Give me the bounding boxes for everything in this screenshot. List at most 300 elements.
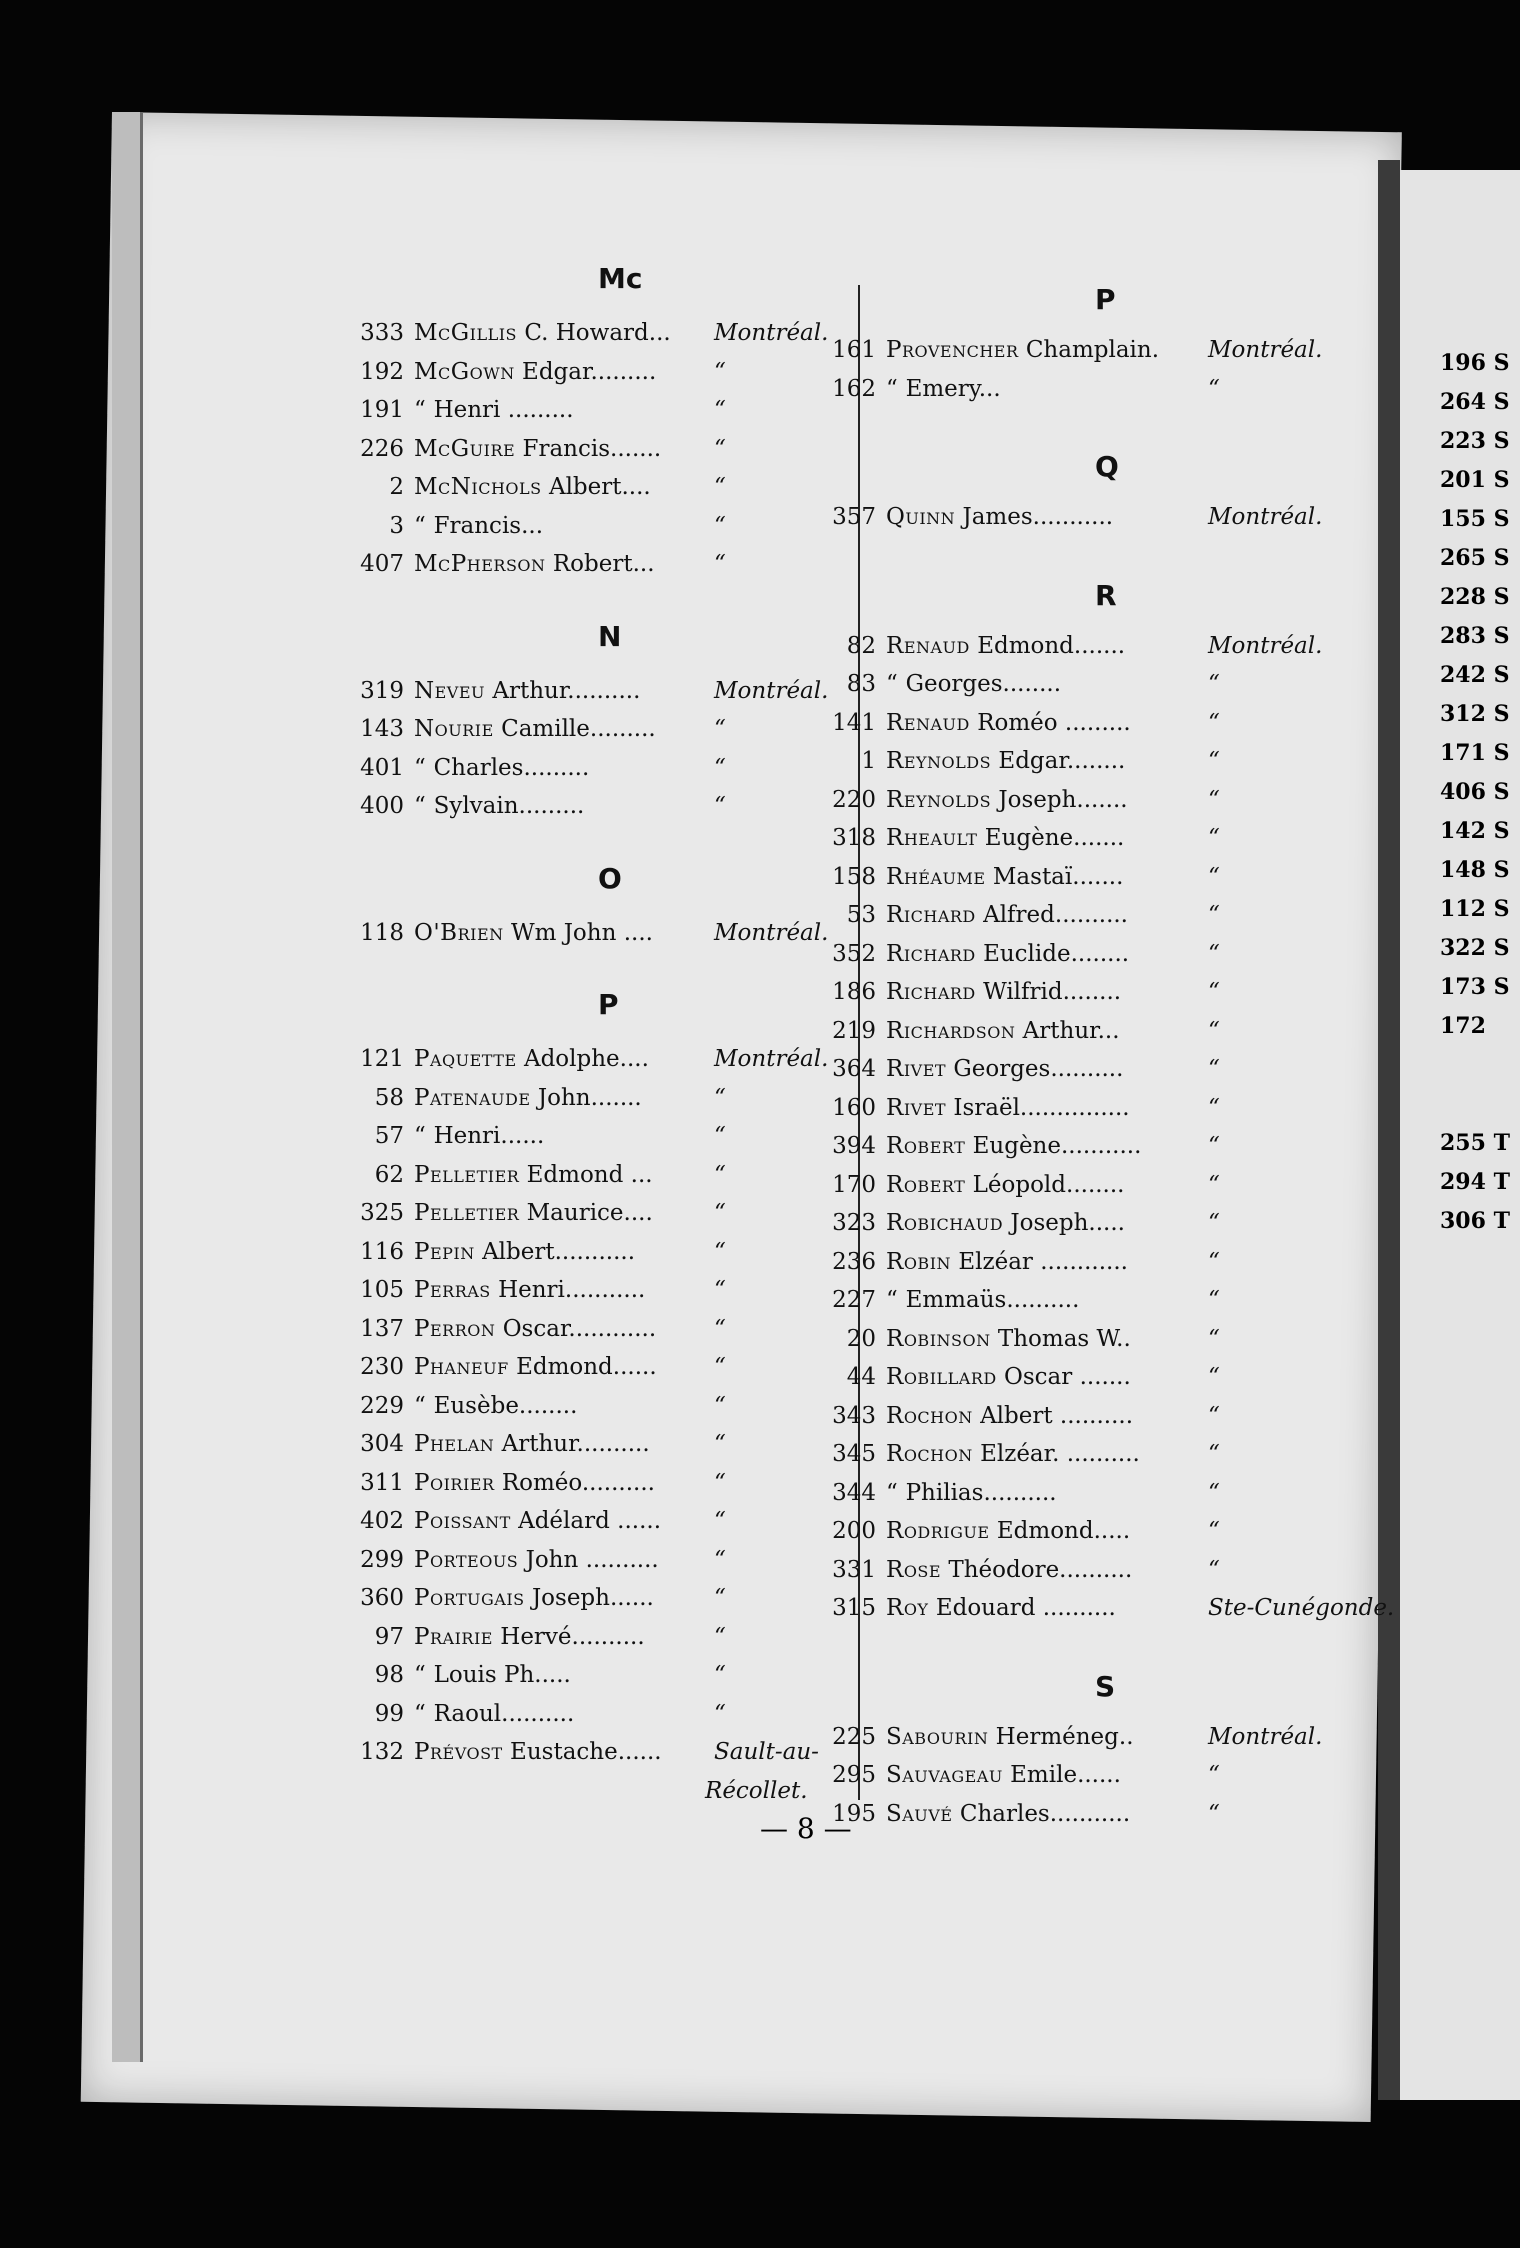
facing-page-line: 242 S — [1440, 662, 1510, 688]
entry-number: 137 — [360, 1315, 404, 1342]
facing-page-line: 312 S — [1440, 701, 1510, 727]
entry-place: “ — [714, 1431, 726, 1457]
entry-place: Montréal. — [1208, 337, 1323, 363]
entry-number: 236 — [832, 1248, 876, 1275]
entry-number: 99 — [374, 1700, 404, 1727]
entry-number: 161 — [832, 337, 876, 363]
entry-surname: Richard — [886, 940, 976, 967]
entry-number: 105 — [360, 1277, 404, 1303]
entry-number: 53 — [846, 902, 876, 928]
entry-place: “ — [714, 1084, 726, 1111]
entry-place: “ — [1208, 1210, 1220, 1236]
entry-given-name: Charles........... — [959, 1800, 1131, 1827]
directory-entry — [820, 1091, 1220, 1125]
entry-surname: Prairie — [414, 1623, 493, 1650]
directory-entry — [820, 1206, 1220, 1240]
directory-entry — [348, 547, 726, 581]
entry-place: “ — [1208, 1518, 1220, 1544]
entry-surname: Poirier — [414, 1469, 495, 1496]
facing-page-line: 264 S — [1440, 389, 1510, 415]
entry-given-name: C. Howard... — [524, 320, 671, 346]
entry-given-name: Théodore.......... — [948, 1556, 1133, 1583]
entry-surname: Neveu — [414, 677, 486, 704]
entry-place: “ — [714, 1623, 726, 1650]
directory-entry — [820, 975, 1220, 1009]
entry-place: “ — [1208, 786, 1220, 813]
entry-place: “ — [714, 474, 726, 500]
facing-page-line: 196 S — [1440, 350, 1510, 376]
entry-place: “ — [1208, 709, 1220, 736]
entry-number: 345 — [832, 1441, 876, 1467]
entry-given-name: Francis....... — [522, 435, 662, 462]
entry-place: “ — [714, 1315, 726, 1342]
entry-surname: “ — [886, 1479, 899, 1506]
entry-number: 394 — [832, 1133, 876, 1159]
directory-entry — [348, 393, 726, 427]
directory-entry — [820, 1797, 1220, 1831]
entry-given-name: Eustache...... — [510, 1739, 662, 1765]
directory-entry — [348, 316, 829, 350]
entry-place: “ — [714, 716, 726, 742]
entry-surname: Reynolds — [886, 786, 992, 813]
entry-number: 121 — [360, 1046, 404, 1072]
entry-number: 97 — [374, 1623, 404, 1650]
entry-place: “ — [714, 1200, 726, 1226]
entry-surname: Robillard — [886, 1364, 997, 1390]
entry-number: 160 — [832, 1094, 876, 1121]
entry-place: Montréal. — [714, 1046, 829, 1072]
entry-surname: McGillis — [414, 320, 518, 346]
entry-place: “ — [714, 1546, 726, 1573]
entry-given-name: Edgar........ — [998, 748, 1126, 774]
entry-number: 83 — [846, 671, 876, 697]
entry-given-name: Israël............... — [953, 1094, 1130, 1121]
entry-given-name: Edmond ... — [526, 1161, 653, 1188]
entry-surname: Robert — [886, 1133, 966, 1159]
entry-given-name: Oscar............ — [502, 1315, 657, 1342]
entry-place: “ — [714, 793, 726, 819]
directory-entry — [820, 372, 1220, 406]
directory-entry — [820, 1591, 1395, 1625]
entry-number: 132 — [360, 1739, 404, 1765]
directory-entry — [820, 1129, 1220, 1163]
book-gutter — [1378, 160, 1400, 2100]
entry-place: “ — [1208, 375, 1220, 402]
entry-place: “ — [1208, 940, 1220, 967]
entry-number: 82 — [846, 632, 876, 659]
entry-number: 325 — [360, 1200, 404, 1226]
entry-number: 400 — [360, 793, 404, 819]
entry-number: 3 — [389, 512, 404, 539]
directory-entry — [820, 744, 1220, 778]
entry-number: 318 — [832, 825, 876, 851]
entry-surname: Sabourin — [886, 1723, 989, 1750]
section-letter: P — [1095, 283, 1116, 316]
entry-given-name: Elzéar ............ — [958, 1248, 1128, 1275]
entry-place: “ — [1208, 1479, 1220, 1506]
entry-number: 226 — [360, 435, 404, 462]
entry-given-name: Eugène........... — [972, 1133, 1142, 1159]
entry-surname: “ — [886, 1287, 899, 1313]
directory-entry — [348, 712, 726, 746]
directory-entry — [820, 667, 1220, 701]
entry-number: 200 — [832, 1518, 876, 1544]
entry-place: “ — [1208, 1094, 1220, 1121]
entry-surname: Sauvageau — [886, 1762, 1003, 1788]
section-letter: S — [1095, 1669, 1116, 1703]
entry-place: “ — [714, 551, 726, 577]
entry-surname: Phaneuf — [414, 1354, 509, 1380]
entry-surname: “ — [886, 671, 899, 697]
entry-given-name: Edgar......... — [522, 358, 657, 385]
entry-given-name: Eusèbe........ — [433, 1392, 578, 1419]
entry-surname: “ — [414, 512, 427, 539]
directory-entry — [820, 1322, 1220, 1356]
entry-given-name: Léopold........ — [972, 1171, 1125, 1198]
entry-place: Montréal. — [1208, 632, 1323, 659]
entry-place: “ — [1208, 979, 1220, 1005]
entry-given-name: Georges........ — [905, 671, 1062, 697]
entry-given-name: Euclide........ — [983, 940, 1130, 967]
facing-page-line: 223 S — [1440, 428, 1510, 454]
entry-given-name: Robert... — [552, 551, 655, 577]
facing-page-line: 173 S — [1440, 974, 1510, 1000]
entry-surname: McPherson — [414, 551, 546, 577]
directory-entry — [348, 916, 829, 950]
entry-surname: Pelletier — [414, 1200, 520, 1226]
entry-number: 2 — [389, 474, 404, 500]
entry-number: 1 — [861, 748, 876, 774]
entry-given-name: Henri........... — [498, 1277, 646, 1303]
entry-given-name: Emile...... — [1010, 1762, 1121, 1788]
entry-number: 230 — [360, 1354, 404, 1380]
entry-surname: Robin — [886, 1248, 952, 1275]
entry-surname: Sauvé — [886, 1800, 953, 1827]
facing-page-line: 148 S — [1440, 857, 1510, 883]
entry-surname: Perron — [414, 1315, 496, 1342]
facing-page-line: 228 S — [1440, 584, 1510, 610]
entry-surname: Richard — [886, 902, 976, 928]
section-letter: R — [1095, 578, 1117, 612]
directory-entry — [348, 1735, 819, 1769]
entry-surname: “ — [414, 1392, 427, 1419]
entry-surname: Robichaud — [886, 1210, 1004, 1236]
entry-place: “ — [714, 1662, 726, 1688]
entry-place: “ — [1208, 1402, 1220, 1429]
entry-place: “ — [714, 1354, 726, 1380]
entry-surname: Rheault — [886, 825, 978, 851]
entry-surname: Perras — [414, 1277, 491, 1303]
entry-surname: O'Brien — [414, 919, 504, 946]
entry-surname: Rodrigue — [886, 1518, 990, 1544]
entry-number: 186 — [832, 979, 876, 1005]
entry-place: “ — [1208, 1248, 1220, 1275]
entry-place: “ — [714, 1392, 726, 1419]
entry-place: “ — [714, 1161, 726, 1188]
directory-entry — [820, 333, 1323, 367]
directory-entry — [820, 1014, 1220, 1048]
entry-number: 402 — [360, 1508, 404, 1534]
directory-entry — [348, 1581, 726, 1615]
directory-entry — [820, 1437, 1220, 1471]
entry-surname: Poissant — [414, 1508, 511, 1534]
entry-surname: Renaud — [886, 632, 970, 659]
section-letter: Q — [1095, 450, 1119, 483]
directory-entry — [820, 1283, 1220, 1317]
entry-surname: Richard — [886, 979, 976, 1005]
entry-place: “ — [714, 1508, 726, 1534]
section-letter: O — [598, 861, 622, 895]
entry-given-name: Raoul.......... — [433, 1700, 575, 1727]
entry-place: “ — [1208, 1056, 1220, 1082]
entry-number: 141 — [832, 709, 876, 736]
entry-surname: Rose — [886, 1556, 942, 1583]
entry-surname: Porteous — [414, 1546, 519, 1573]
entry-place: “ — [1208, 1762, 1220, 1788]
entry-number: 295 — [832, 1762, 876, 1788]
entry-number: 195 — [832, 1800, 876, 1827]
entry-given-name: Arthur.......... — [492, 677, 641, 704]
facing-page-line: 283 S — [1440, 623, 1510, 649]
directory-entry — [348, 1196, 726, 1230]
entry-surname: Phelan — [414, 1431, 495, 1457]
entry-number: 323 — [832, 1210, 876, 1236]
entry-number: 44 — [846, 1364, 876, 1390]
entry-surname: Pepin — [414, 1238, 475, 1265]
entry-given-name: Joseph....... — [998, 786, 1128, 813]
entry-given-name: Oscar ....... — [1004, 1364, 1131, 1390]
directory-entry — [820, 1399, 1220, 1433]
entry-surname: Richardson — [886, 1017, 1016, 1044]
entry-surname: “ — [414, 1662, 427, 1688]
entry-surname: Portugais — [414, 1585, 525, 1611]
entry-surname: McNichols — [414, 474, 542, 500]
entry-number: 57 — [374, 1123, 404, 1149]
entry-given-name: Albert........... — [482, 1238, 636, 1265]
entry-number: 191 — [360, 397, 404, 423]
section-letter: Mc — [598, 262, 643, 295]
entry-surname: McGuire — [414, 435, 516, 462]
entry-surname: Robert — [886, 1171, 966, 1198]
entry-number: 364 — [832, 1056, 876, 1082]
entry-given-name: Champlain. — [1025, 337, 1160, 363]
entry-surname: “ — [414, 754, 427, 781]
entry-surname: Rivet — [886, 1056, 947, 1082]
entry-number: 315 — [832, 1595, 876, 1621]
facing-page-line: 406 S — [1440, 779, 1510, 805]
directory-entry — [820, 937, 1220, 971]
section-letter: N — [598, 619, 622, 653]
entry-given-name: James........... — [962, 504, 1114, 530]
directory-entry — [820, 1052, 1220, 1086]
directory-entry — [348, 1273, 726, 1307]
directory-entry — [348, 1042, 829, 1076]
entry-place: “ — [714, 1123, 726, 1149]
entry-number: 357 — [832, 504, 876, 530]
entry-place: Ste-Cunégonde. — [1208, 1595, 1395, 1621]
directory-entry — [348, 1081, 726, 1115]
entry-given-name: Albert .......... — [980, 1402, 1134, 1429]
entry-given-name: Arthur... — [1022, 1017, 1120, 1044]
directory-entry — [348, 1312, 726, 1346]
page-binding-edge — [112, 112, 143, 2062]
directory-entry — [348, 355, 726, 389]
entry-given-name: Joseph...... — [531, 1585, 654, 1611]
entry-place: “ — [1208, 1556, 1220, 1583]
directory-entry — [820, 1168, 1220, 1202]
directory-entry — [820, 1758, 1220, 1792]
entry-number: 98 — [374, 1662, 404, 1688]
directory-entry — [348, 1658, 726, 1692]
directory-entry — [348, 1350, 726, 1384]
entry-given-name: Adélard ...... — [518, 1508, 662, 1534]
entry-number: 143 — [360, 716, 404, 742]
entry-given-name: Henri...... — [433, 1123, 545, 1149]
entry-surname: Patenaude — [414, 1084, 531, 1111]
directory-entry — [820, 706, 1220, 740]
entry-given-name: Edouard .......... — [935, 1595, 1116, 1621]
entry-place: “ — [1208, 863, 1220, 890]
directory-entry — [820, 783, 1220, 817]
entry-given-name: Charles......... — [433, 754, 590, 781]
entry-surname: McGown — [414, 358, 515, 385]
directory-entry — [820, 500, 1323, 534]
entry-number: 192 — [360, 358, 404, 385]
facing-page-line: 201 S — [1440, 467, 1510, 493]
entry-place: “ — [714, 358, 726, 385]
entry-surname: Pelletier — [414, 1161, 520, 1188]
directory-entry — [348, 1427, 726, 1461]
entry-place: “ — [714, 512, 726, 539]
entry-number: 62 — [374, 1161, 404, 1188]
entry-given-name: Roméo.......... — [501, 1469, 655, 1496]
entry-place: Montréal. — [714, 919, 829, 946]
entry-given-name: Elzéar. .......... — [980, 1441, 1140, 1467]
entry-given-name: Mastaï....... — [992, 863, 1124, 890]
directory-entry — [820, 1720, 1323, 1754]
entry-number: 227 — [832, 1287, 876, 1313]
entry-place: “ — [1208, 1017, 1220, 1044]
entry-place: “ — [1208, 902, 1220, 928]
entry-number: 162 — [832, 375, 876, 402]
entry-given-name: Adolphe.... — [523, 1046, 649, 1072]
directory-entry — [348, 1235, 726, 1269]
entry-given-name: Eugène....... — [984, 825, 1125, 851]
directory-entry — [820, 860, 1220, 894]
entry-given-name: Herméneg.. — [995, 1723, 1134, 1750]
directory-entry — [820, 898, 1220, 932]
entry-number: 344 — [832, 1479, 876, 1506]
directory-entry — [348, 674, 829, 708]
directory-entry — [348, 1466, 726, 1500]
entry-place: “ — [1208, 1441, 1220, 1467]
directory-entry — [820, 1360, 1220, 1394]
entry-place: “ — [714, 435, 726, 462]
entry-place: “ — [1208, 1325, 1220, 1352]
directory-entry — [348, 1697, 726, 1731]
entry-surname: Quinn — [886, 504, 956, 530]
facing-page-line: 322 S — [1440, 935, 1510, 961]
entry-surname: Renaud — [886, 709, 970, 736]
entry-surname: Rivet — [886, 1094, 947, 1121]
entry-place: Montréal. — [1208, 504, 1323, 530]
entry-number: 219 — [832, 1017, 876, 1044]
page-number: — 8 — — [760, 1812, 852, 1845]
entry-given-name: Thomas W.. — [997, 1325, 1131, 1352]
entry-place: “ — [714, 397, 726, 423]
entry-number: 58 — [374, 1084, 404, 1111]
section-letter: P — [598, 988, 619, 1021]
facing-page-line: 294 T — [1440, 1169, 1510, 1195]
entry-given-name: John....... — [537, 1084, 642, 1111]
entry-surname: Rochon — [886, 1402, 973, 1429]
entry-given-name: Joseph..... — [1010, 1210, 1125, 1236]
directory-entry — [348, 1504, 726, 1538]
entry-surname: “ — [414, 397, 427, 423]
entry-given-name: Hervé.......... — [500, 1623, 645, 1650]
directory-entry — [348, 789, 726, 823]
entry-given-name: Arthur.......... — [501, 1431, 650, 1457]
entry-given-name: Philias.......... — [905, 1479, 1057, 1506]
directory-entry — [348, 1158, 726, 1192]
entry-place: “ — [714, 1238, 726, 1265]
directory-entry — [820, 1245, 1220, 1279]
directory-entry — [820, 1514, 1220, 1548]
facing-page-line: 265 S — [1440, 545, 1510, 571]
entry-number: 304 — [360, 1431, 404, 1457]
entry-number: 225 — [832, 1723, 876, 1750]
entry-number: 401 — [360, 754, 404, 781]
entry-place: “ — [1208, 1364, 1220, 1390]
directory-entry — [348, 470, 726, 504]
entry-number: 360 — [360, 1585, 404, 1611]
entry-number: 20 — [846, 1325, 876, 1352]
entry-given-name: Edmond....... — [977, 632, 1126, 659]
directory-entry — [820, 629, 1323, 663]
entry-given-name: Wm John .... — [510, 919, 653, 946]
entry-number: 311 — [360, 1469, 404, 1496]
entry-surname: “ — [886, 375, 899, 402]
entry-surname: Prévost — [414, 1739, 503, 1765]
entry-place: Montréal. — [1208, 1723, 1323, 1750]
entry-number: 299 — [360, 1546, 404, 1573]
entry-number: 220 — [832, 786, 876, 813]
directory-entry — [348, 432, 726, 466]
facing-page-line: 155 S — [1440, 506, 1510, 532]
entry-number: 331 — [832, 1556, 876, 1583]
entry-surname: Rhéaume — [886, 863, 986, 890]
facing-page-line: 255 T — [1440, 1130, 1510, 1156]
directory-entry — [820, 1476, 1220, 1510]
entry-given-name: Louis Ph..... — [433, 1662, 571, 1688]
entry-surname: “ — [414, 1700, 427, 1727]
directory-entry — [348, 1119, 726, 1153]
entry-number: 118 — [360, 919, 404, 946]
entry-surname: Reynolds — [886, 748, 992, 774]
page-sheet — [81, 112, 1402, 2122]
entry-given-name: Camille......... — [501, 716, 656, 742]
facing-page-line: 306 T — [1440, 1208, 1510, 1234]
entry-given-name: Georges.......... — [953, 1056, 1124, 1082]
entry-place: “ — [714, 754, 726, 781]
entry-place: “ — [714, 1469, 726, 1496]
entry-surname: Robinson — [886, 1325, 991, 1352]
entry-number: 352 — [832, 940, 876, 967]
entry-given-name: Sylvain......... — [433, 793, 585, 819]
entry-surname: “ — [414, 793, 427, 819]
directory-entry — [348, 1389, 726, 1423]
entry-place: Montréal. — [714, 320, 829, 346]
